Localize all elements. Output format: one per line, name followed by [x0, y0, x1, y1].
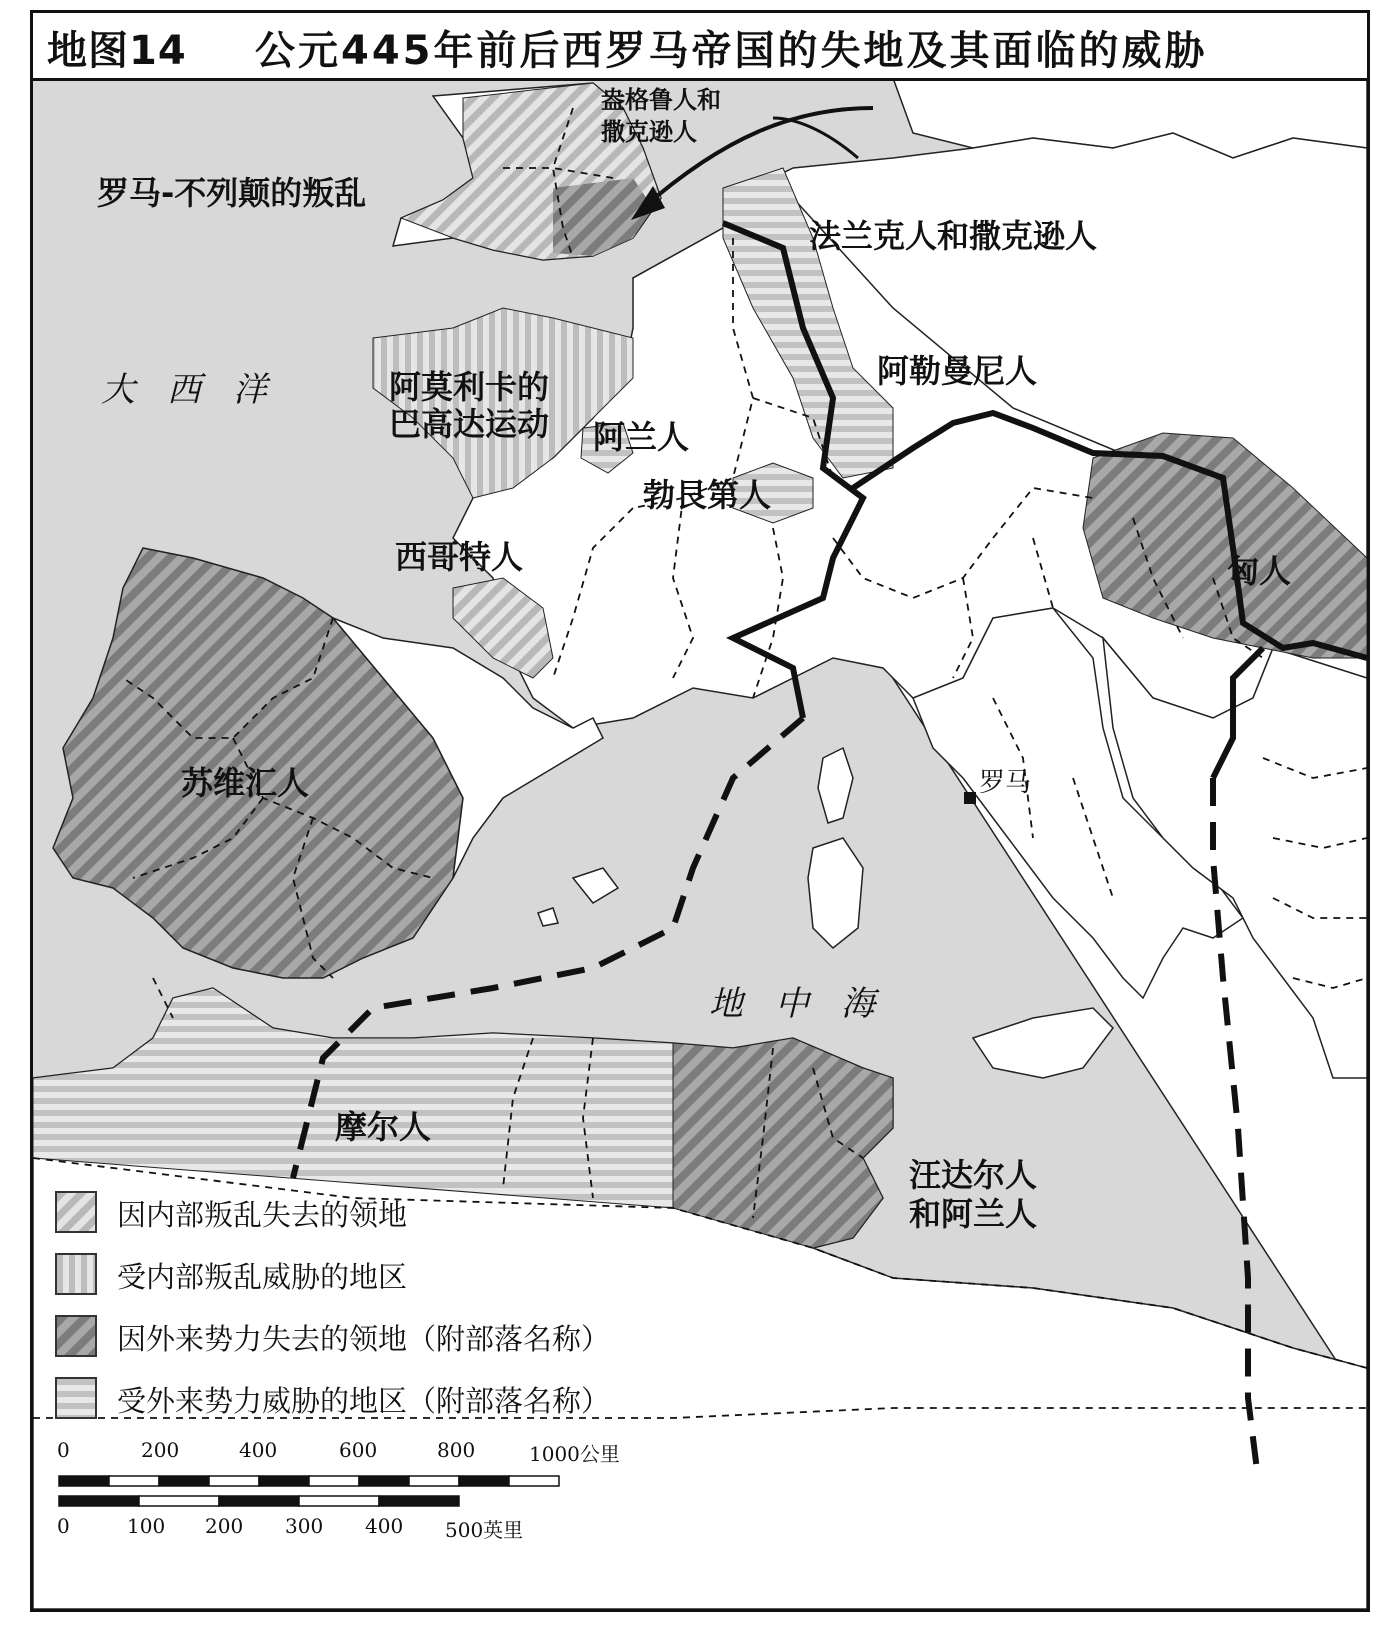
label-britain-revolt: 罗马-不列颠的叛乱: [97, 174, 367, 212]
scale-mi-tick: 200: [205, 1514, 244, 1538]
legend-item: [55, 1315, 695, 1359]
legend-swatch-light-diagonal: [55, 1191, 97, 1233]
label-huns: 匈人: [1227, 552, 1292, 590]
scale-km-tick: 1000公里: [529, 1442, 620, 1466]
label-suebi: 苏维汇人: [181, 764, 310, 802]
legend-item: [55, 1253, 695, 1297]
legend-label: 受内部叛乱威胁的地区: [117, 1260, 408, 1294]
label-rome: 罗马: [979, 768, 1032, 798]
scale-km-tick: 200: [141, 1438, 180, 1462]
rome-marker: [964, 792, 976, 804]
scale-km-tick: 800: [437, 1438, 476, 1462]
label-atlantic: 大西洋: [101, 370, 299, 410]
scale-mi-tick: 500英里: [445, 1518, 524, 1542]
legend-swatch-light-vertical: [55, 1253, 97, 1295]
label-alemanni: 阿勒曼尼人: [877, 352, 1038, 390]
scale-bars-graphic: [57, 1474, 577, 1514]
title-bar: [33, 13, 1367, 81]
label-vandals-1: 汪达尔人: [909, 1156, 1038, 1194]
scale-mi-tick: 300: [285, 1514, 324, 1538]
map-frame: [30, 10, 1370, 1612]
legend-label: 因外来势力失去的领地（附部落名称）: [117, 1322, 611, 1356]
legend-label: 因内部叛乱失去的领地: [117, 1198, 408, 1232]
scale-mi-tick: 0: [57, 1514, 70, 1538]
label-burgundians: 勃艮第人: [643, 476, 772, 514]
scale-mi-tick: 400: [365, 1514, 404, 1538]
label-armorica-1: 阿莫利卡的: [389, 368, 550, 406]
legend-item: [55, 1191, 695, 1235]
label-angles-saxons-1: 盎格鲁人和: [601, 86, 721, 114]
label-armorica-2: 巴高达运动: [389, 405, 550, 443]
map-number: 地图14: [47, 28, 187, 74]
scale-km-tick: 600: [339, 1438, 378, 1462]
label-visigoths: 西哥特人: [395, 538, 524, 576]
label-moors: 摩尔人: [335, 1108, 432, 1146]
legend-label: 受外来势力威胁的地区（附部落名称）: [117, 1384, 611, 1418]
label-alans: 阿兰人: [593, 418, 690, 456]
scale-km-tick: 0: [57, 1438, 70, 1462]
scale-mi-tick: 100: [127, 1514, 166, 1538]
label-angles-saxons-2: 撒克逊人: [601, 118, 697, 146]
sardinia-island: [808, 838, 863, 948]
legend-swatch-horizontal: [55, 1377, 97, 1419]
scale-km-tick: 400: [239, 1438, 278, 1462]
legend-item: [55, 1377, 695, 1421]
label-franks-saxons: 法兰克人和撒克逊人: [809, 217, 1098, 255]
label-mediterranean: 地中海: [709, 984, 907, 1024]
legend-swatch-dark-diagonal: [55, 1315, 97, 1357]
scale-bar: [57, 1438, 620, 1598]
map-title: 公元445年前后西罗马帝国的失地及其面临的威胁: [255, 28, 1208, 74]
label-vandals-2: 和阿兰人: [909, 1195, 1038, 1233]
